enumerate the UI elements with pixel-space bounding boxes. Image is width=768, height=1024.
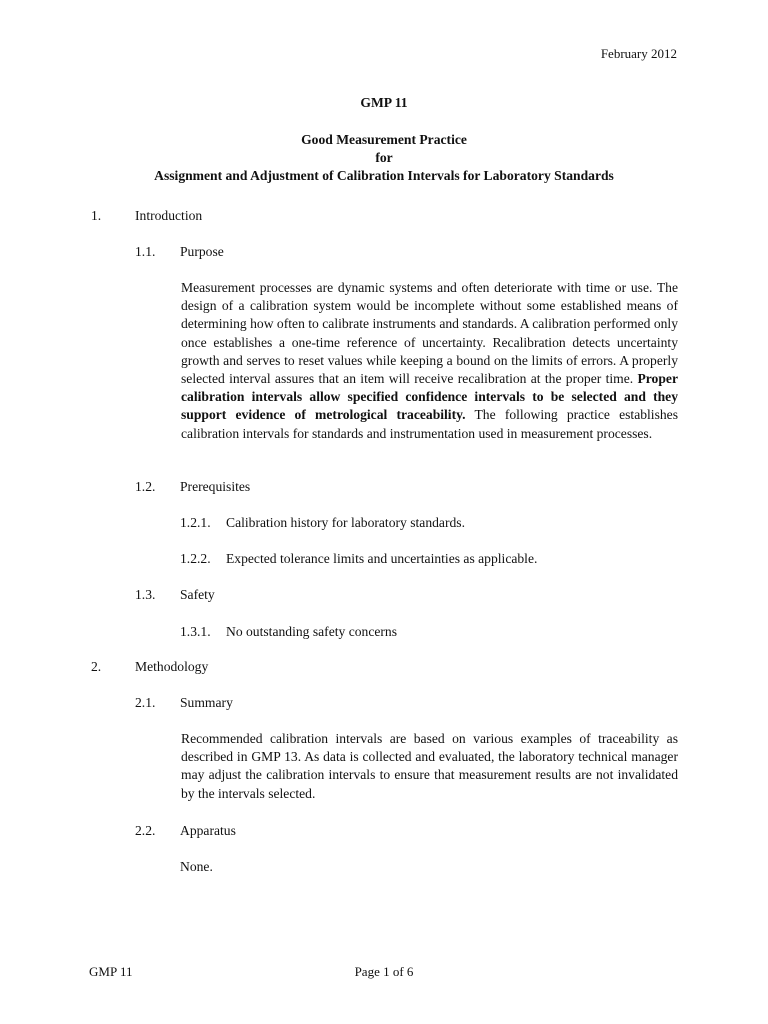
section-1-3-1-number: 1.3.1. bbox=[180, 624, 211, 639]
footer-doc-id: GMP 11 bbox=[89, 964, 133, 979]
title-line-3: Assignment and Adjustment of Calibration Intervals for Laboratory Standards bbox=[154, 168, 614, 183]
section-1-3-number: 1.3. bbox=[135, 587, 156, 602]
section-1-2-title: Prerequisites bbox=[180, 479, 251, 494]
section-1-2-1-text: Calibration history for laboratory standards. bbox=[226, 515, 465, 530]
footer-page-number: Page 1 of 6 bbox=[354, 964, 414, 979]
purpose-text-b: The following practice establishes calibration intervals for standards and instrumentation used in measurement processes. bbox=[181, 407, 678, 441]
section-2-1-number: 2.1. bbox=[135, 695, 156, 710]
doc-id-heading: GMP 11 bbox=[360, 95, 408, 110]
purpose-paragraph bbox=[181, 279, 678, 443]
section-1-number: 1. bbox=[91, 208, 102, 223]
apparatus-text: None. bbox=[180, 859, 213, 874]
section-1-2-number: 1.2. bbox=[135, 479, 156, 494]
section-2-2-title: Apparatus bbox=[180, 823, 236, 838]
purpose-text-a: Measurement processes are dynamic systems and often deteriorate with time or use. The design of a calibration system would be incomplete without some established means of determining how often to calibrate instruments and standards. A calibration performed only once establishes a one-time reference of uncertainty. Recalibration detects uncertainty growth and serves to reset values while keeping a bound on the limits of errors. A properly selected interval assures that an item will receive recalibration at the proper time. bbox=[181, 280, 678, 387]
section-2-2-number: 2.2. bbox=[135, 823, 156, 838]
section-1-title: Introduction bbox=[135, 208, 203, 223]
section-1-1-number: 1.1. bbox=[135, 244, 156, 259]
section-1-2-2-number: 1.2.2. bbox=[180, 551, 211, 566]
title-line-1: Good Measurement Practice bbox=[301, 132, 467, 147]
section-1-2-2-text: Expected tolerance limits and uncertainties as applicable. bbox=[226, 551, 538, 566]
section-1-3-1-text: No outstanding safety concerns bbox=[226, 624, 398, 639]
section-2-number: 2. bbox=[91, 659, 102, 674]
title-line-2: for bbox=[375, 150, 393, 165]
section-2-title: Methodology bbox=[135, 659, 209, 674]
summary-paragraph: Recommended calibration intervals are based on various examples of traceability as described in GMP 13. As data is collected and evaluated, the laboratory technical manager may adjust the calibration intervals to ensure that measurement results are not invalidated by the intervals selected. bbox=[181, 731, 678, 801]
purpose-text-bold: Proper calibration intervals allow specified confidence intervals to be selected and they support evidence of metrological traceability. bbox=[181, 371, 678, 423]
header-date: February 2012 bbox=[600, 46, 677, 61]
section-1-3-title: Safety bbox=[180, 587, 215, 602]
section-2-1-title: Summary bbox=[180, 695, 233, 710]
section-1-1-title: Purpose bbox=[180, 244, 224, 259]
section-1-2-1-number: 1.2.1. bbox=[180, 515, 211, 530]
